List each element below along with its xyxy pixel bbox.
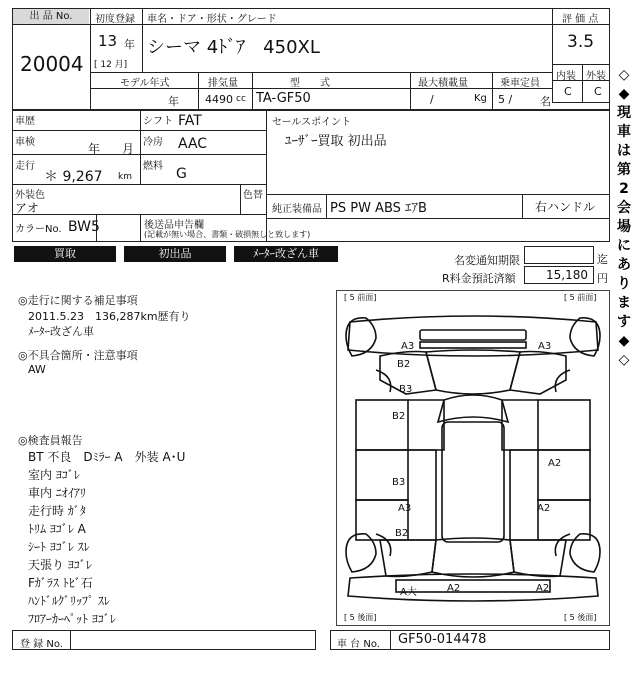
inspection-label: 車検 — [15, 137, 35, 148]
venue-note-char: 現 — [617, 105, 631, 121]
venue-note-char: ◆ — [618, 333, 630, 349]
recycle-label: R料金預託済額 — [442, 272, 516, 285]
damage-mark: A3 — [398, 503, 412, 514]
damage-mark: B3 — [392, 477, 406, 488]
venue-note-char: 会 — [617, 200, 631, 216]
damage-mark: B2 — [397, 359, 411, 370]
venue-note-char: ま — [617, 295, 631, 311]
inspection-month: 月 — [122, 142, 135, 156]
repaint-label: 色替 — [243, 190, 263, 201]
inspector-line: 室内 ﾖｺﾞﾚ — [28, 468, 80, 482]
damage-mark: A3 — [538, 341, 552, 352]
bl-tag: [ 5 後面] — [344, 613, 377, 622]
run-line2: ﾒｰﾀｰ改ざん車 — [28, 325, 94, 338]
venue-note-char: ◆ — [618, 86, 630, 102]
venue-note-char: ◇ — [618, 67, 630, 83]
damage-mark: A2 — [447, 583, 461, 594]
recycle-unit: 円 — [597, 272, 608, 285]
history-label: 車歴 — [15, 116, 35, 127]
tl-tag: [ 5 前面] — [344, 293, 377, 302]
chassis-label: 車 台 No. — [337, 639, 380, 650]
damage-mark: A大 — [400, 587, 417, 598]
shift: FAT — [178, 113, 202, 129]
displacement-unit: cc — [236, 94, 246, 104]
ext-color: アオ — [15, 201, 39, 215]
equipment: PS PW ABS ｴｱB — [330, 201, 427, 216]
mileage-label: 走行 — [15, 161, 35, 172]
ac: AAC — [178, 136, 208, 152]
venue-note-char: り — [617, 276, 631, 292]
recycle-value: 15,180 — [546, 268, 588, 282]
car-diagram — [336, 290, 610, 626]
reg-no-label: 登 録 No. — [20, 639, 63, 650]
venue-note-char: 第 — [617, 162, 631, 178]
name-change-box — [524, 246, 594, 264]
docs-label: 後送品申告欄 — [144, 220, 204, 231]
inspector-line: Fｶﾞﾗｽ ﾄﾋﾞ石 — [28, 576, 93, 590]
first-listing-badge: 初出品 — [124, 246, 226, 262]
damage-mark: A3 — [401, 341, 415, 352]
shift-label: シフト — [143, 116, 173, 127]
damage-mark: B2 — [392, 411, 406, 422]
max-load-slash: / — [430, 93, 434, 106]
max-load-unit: Kg — [474, 93, 487, 104]
lot-no: 20004 — [20, 52, 84, 76]
inspector-line: 天張り ﾖｺﾞﾚ — [28, 558, 92, 572]
meter-tamper-badge: ﾒｰﾀｰ改ざん車 — [234, 246, 338, 262]
capacity-unit: 名 — [540, 95, 551, 108]
mileage-unit: km — [118, 172, 132, 182]
venue-note-char: 場 — [617, 219, 631, 235]
inspector-line: 車内 ﾆｵｲｱﾘ — [28, 486, 86, 500]
first-reg-year-unit: 年 — [124, 38, 135, 51]
fuel-label: 燃料 — [143, 161, 163, 172]
docs-note: (記載が無い場合、書類・破損無しと致します) — [144, 230, 311, 239]
handle: 右ハンドル — [535, 200, 596, 214]
defect-title: ◎不具合箇所・注意事項 — [18, 349, 138, 362]
venue-note-char: 車 — [617, 124, 631, 140]
tr-tag: [ 5 前面] — [564, 293, 597, 302]
inspector-line: BT 不良 Dﾐﾗｰ A 外装 A･U — [28, 450, 186, 464]
max-load-label: 最大積載量 — [418, 78, 468, 89]
inspector-line: 走行時 ｶﾞﾀ — [28, 504, 86, 518]
eval-label: 評 価 点 — [562, 14, 599, 25]
eval-score: 3.5 — [567, 32, 595, 52]
buyback-badge: 買取 — [14, 246, 116, 262]
type-label: 型 式 — [290, 78, 330, 89]
run-title: ◎走行に関する補足事項 — [18, 294, 138, 307]
color-no: BW5 — [68, 219, 100, 235]
exterior-grade: C — [594, 85, 602, 98]
displacement: 4490 — [205, 93, 233, 106]
br-tag: [ 5 後面] — [564, 613, 597, 622]
equipment-label: 純正装備品 — [272, 204, 322, 215]
venue-note — [614, 66, 634, 370]
ext-color-label: 外装色 — [15, 190, 45, 201]
model-year-label: モデル年式 — [120, 78, 170, 89]
inspector-line: ﾌﾛｱｰｶｰﾍﾟｯﾄ ﾖｺﾞﾚ — [28, 612, 116, 626]
inspection-year: 年 — [88, 142, 101, 156]
venue-note-char: す — [617, 314, 631, 330]
venue-note-char: に — [617, 238, 631, 254]
sales-point: ﾕｰｻﾞｰ買取 初出品 — [285, 134, 387, 149]
model-year-unit: 年 — [168, 95, 179, 108]
defect-line1: AW — [28, 363, 46, 376]
interior-label: 内装 — [556, 71, 576, 82]
venue-note-char: 2 — [619, 181, 629, 197]
inspector-title: ◎検査員報告 — [18, 434, 83, 447]
inspector-line: ｼｰﾄ ﾖｺﾞﾚ ｽﾚ — [28, 540, 90, 554]
damage-mark: A2 — [548, 458, 562, 469]
fuel: G — [176, 166, 187, 182]
car-name: シーマ 4ﾄﾞｱ 450XL — [147, 37, 320, 58]
capacity-label: 乗車定員 — [500, 78, 540, 89]
first-reg-month: [ 12 月] — [94, 60, 128, 70]
capacity: 5 / — [498, 93, 513, 106]
inspector-line: ﾄﾘﾑ ﾖｺﾞﾚ A — [28, 522, 86, 536]
interior-grade: C — [564, 85, 572, 98]
exterior-label: 外装 — [586, 71, 606, 82]
damage-mark: A2 — [536, 583, 550, 594]
chassis: GF50-014478 — [398, 632, 487, 647]
damage-mark: A2 — [537, 503, 551, 514]
name-change-unit: 迄 — [597, 253, 608, 266]
color-no-label: カラーNo. — [15, 224, 62, 235]
ac-label: 冷房 — [143, 137, 163, 148]
sales-point-label: セールスポイント — [272, 117, 352, 128]
displacement-label: 排気量 — [208, 78, 238, 89]
damage-mark: B2 — [395, 528, 409, 539]
mileage: ＊ 9,267 — [44, 169, 103, 185]
first-reg-label: 初度登録 — [95, 14, 135, 25]
venue-note-char: は — [617, 143, 631, 159]
inspector-line: ﾊﾝﾄﾞﾙｸﾞﾘｯﾌﾟ ｽﾚ — [28, 594, 110, 608]
venue-note-char: ◇ — [618, 352, 630, 368]
type: TA-GF50 — [256, 91, 311, 106]
venue-note-char: あ — [617, 257, 631, 273]
damage-mark: B3 — [399, 384, 413, 395]
first-reg-year: 13 — [98, 32, 118, 50]
run-line1: 2011.5.23 136,287km歴有り — [28, 310, 191, 323]
name-change-label: 名変通知期限 — [454, 254, 520, 267]
lot-no-label: 出 品 No. — [13, 9, 89, 24]
car-name-label: 車名・ドア・形状・グレード — [147, 14, 277, 25]
